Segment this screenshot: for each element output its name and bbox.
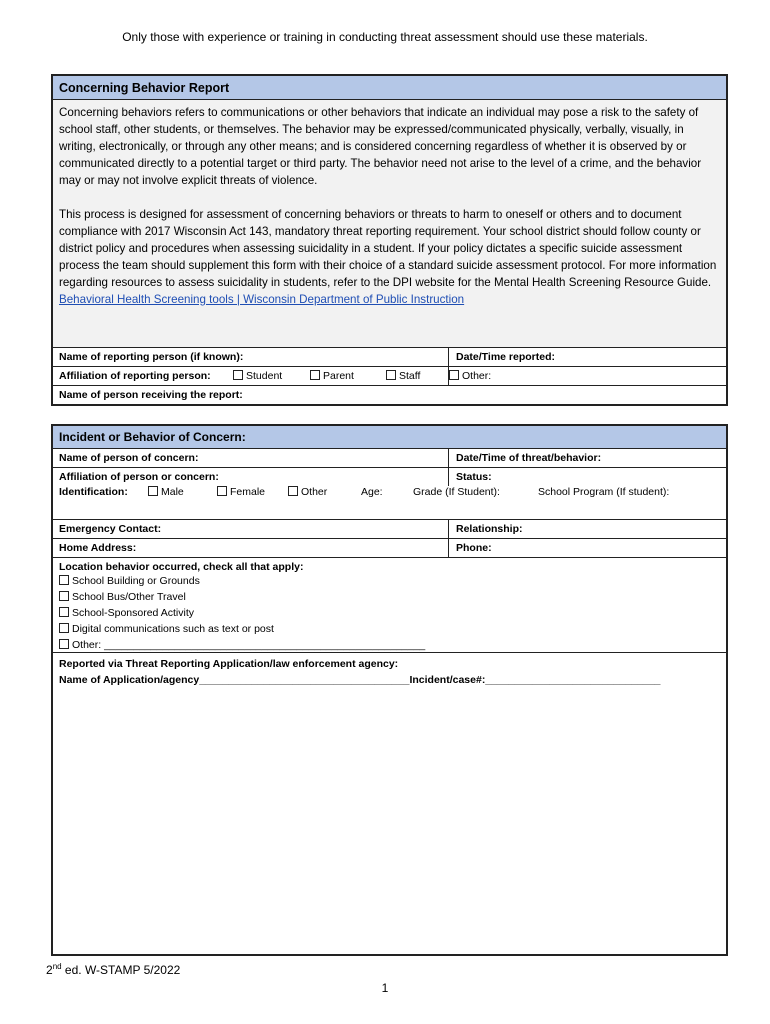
reported-via-section — [53, 653, 726, 691]
parent-checkbox[interactable]: Parent — [310, 370, 354, 382]
location-option[interactable]: School Bus/Other Travel — [59, 589, 720, 605]
behavioral-health-screening-link[interactable]: Behavioral Health Screening tools | Wisconsin Department of Public Instruction — [59, 293, 465, 306]
checkbox-icon[interactable] — [148, 486, 158, 496]
checkbox-icon[interactable] — [310, 370, 320, 380]
home-address-field[interactable]: Home Address: — [59, 542, 137, 554]
incident-section — [51, 424, 728, 956]
receiving-person-row — [53, 386, 726, 405]
description-paragraph: This process is designed for assessment of concerning behaviors or threats to harm to oneself or others and to document compliance with 2017 Wisconsin Act 143, mandatory threat reporting requirement. Your school district should follow county or district policy and procedures when assessing suicidality in a student. If your policy dictates a specific suicide assessment process the team should supplement this form with their choice of a standard suicide assessment protocol. For more information regarding resources to assess suicidality in students, refer to the DPI website for the Mental Health Screening Resource Guide. — [59, 208, 717, 289]
checkbox-icon[interactable] — [59, 607, 69, 617]
checkbox-icon[interactable] — [449, 370, 459, 380]
affiliation-concern-field[interactable]: Affiliation of person or concern: — [59, 471, 219, 483]
identification-row — [53, 486, 726, 520]
date-reported-field[interactable]: Date/Time reported: — [456, 351, 555, 363]
reporting-person-field[interactable]: Name of reporting person (if known): — [59, 351, 244, 363]
reporting-person-row — [53, 348, 726, 367]
affiliation-label: Affiliation of reporting person: — [59, 370, 211, 382]
student-checkbox[interactable]: Student — [233, 370, 282, 382]
grade-field[interactable]: Grade (If Student): — [413, 486, 500, 498]
checkbox-icon[interactable] — [59, 575, 69, 585]
checkbox-icon[interactable] — [288, 486, 298, 496]
identification-label: Identification: — [59, 486, 128, 498]
checkbox-icon[interactable] — [59, 591, 69, 601]
status-field[interactable]: Status: — [456, 471, 492, 483]
report-description — [53, 100, 726, 348]
description-paragraph: Concerning behaviors refers to communications or other behaviors that indicate an individual may pose a risk to the safety of school staff, other students, or themselves. The behavior may be expressed/communicated physically, verbally, visually, in writing, electronically, or through any other means; and is considered concerning regardless of whether it is observed by or communicated directly to a potential target or third party. The behavior need not arise to the level of a crime, and the behavior may or may not involve explicit threats of violence. — [59, 106, 702, 187]
edition-footer: 2nd ed. W-STAMP 5/2022 — [46, 962, 181, 977]
person-of-concern-field[interactable]: Name of person of concern: — [59, 452, 199, 464]
affiliation-row — [53, 367, 726, 386]
female-checkbox[interactable]: Female — [217, 486, 265, 498]
reported-via-label: Reported via Threat Reporting Application/law enforcement agency: — [59, 658, 399, 670]
page-number: 1 — [381, 981, 389, 995]
relationship-field[interactable]: Relationship: — [456, 523, 523, 535]
school-program-field[interactable]: School Program (If student): — [538, 486, 670, 498]
location-section — [53, 558, 726, 653]
concerning-behavior-report-section — [51, 74, 728, 406]
home-address-row — [53, 539, 726, 558]
location-option[interactable]: School Building or Grounds — [59, 573, 720, 589]
application-agency-field[interactable]: Name of Application/agency____________________________________Incident/case#:______________________________ — [59, 674, 661, 686]
male-checkbox[interactable]: Male — [148, 486, 184, 498]
age-field[interactable]: Age: — [361, 486, 383, 498]
checkbox-icon[interactable] — [386, 370, 396, 380]
other-gender-checkbox[interactable]: Other — [288, 486, 327, 498]
emergency-contact-field[interactable]: Emergency Contact: — [59, 523, 162, 535]
person-of-concern-row — [53, 449, 726, 468]
location-option[interactable]: School-Sponsored Activity — [59, 605, 720, 621]
emergency-contact-row — [53, 520, 726, 539]
affiliation-concern-row — [53, 468, 726, 486]
phone-field[interactable]: Phone: — [456, 542, 492, 554]
usage-notice: Only those with experience or training in conducting threat assessment should use these materials. — [122, 30, 648, 44]
staff-checkbox[interactable]: Staff — [386, 370, 420, 382]
checkbox-icon[interactable] — [217, 486, 227, 496]
checkbox-icon[interactable] — [233, 370, 243, 380]
other-checkbox[interactable]: Other: — [449, 370, 491, 382]
section-title: Concerning Behavior Report — [53, 76, 726, 100]
checkbox-icon[interactable] — [59, 639, 69, 649]
checkbox-icon[interactable] — [59, 623, 69, 633]
location-title: Location behavior occurred, check all that apply: — [59, 561, 304, 573]
date-of-threat-field[interactable]: Date/Time of threat/behavior: — [456, 452, 602, 464]
location-option[interactable]: Digital communications such as text or post — [59, 621, 720, 637]
receiving-person-field[interactable]: Name of person receiving the report: — [59, 389, 243, 401]
location-option[interactable]: Other: _______________________________________________________ — [59, 637, 720, 653]
section-title: Incident or Behavior of Concern: — [53, 426, 726, 449]
